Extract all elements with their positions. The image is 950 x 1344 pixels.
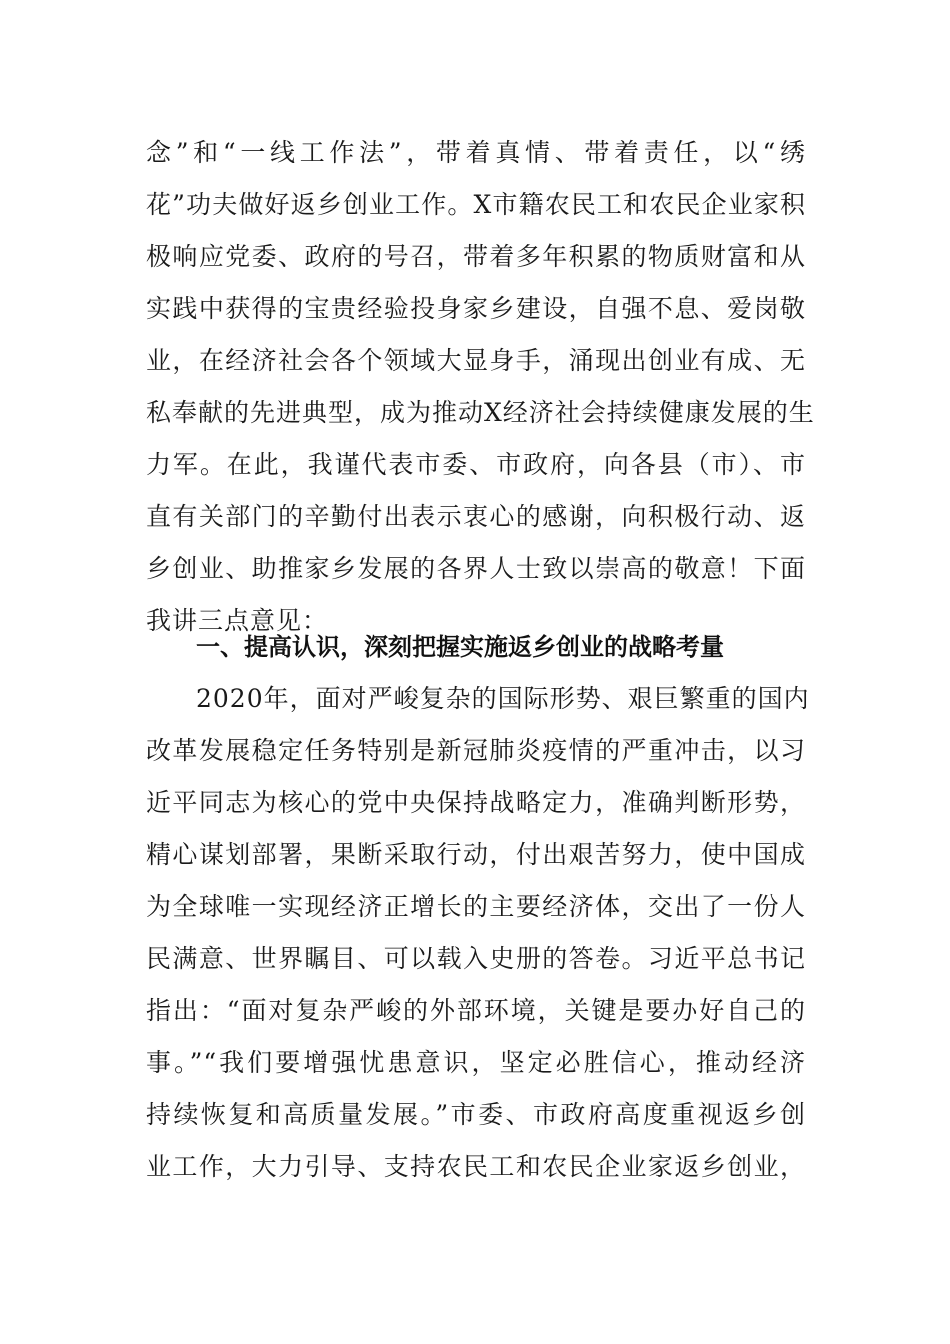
paragraph-line: 近平同志为核心的党中央保持战略定力，准确判断形势， — [146, 788, 806, 817]
paragraph-line: 极响应党委、政府的号召，带着多年积累的物质财富和从 — [146, 242, 806, 271]
paragraph-line: 私奉献的先进典型，成为推动X经济社会持续健康发展的生 — [146, 398, 815, 427]
paragraph-line: 力军。在此，我谨代表市委、市政府，向各县（市）、市 — [146, 450, 806, 479]
paragraph-line: 改革发展稳定任务特别是新冠肺炎疫情的严重冲击，以习 — [146, 736, 806, 765]
paragraph-line: 2020年，面对严峻复杂的国际形势、艰巨繁重的国内 — [196, 684, 810, 713]
paragraph-line: 业，在经济社会各个领域大显身手，涌现出创业有成、无 — [146, 346, 806, 375]
paragraph-line: 民满意、世界瞩目、可以载入史册的答卷。习近平总书记 — [146, 944, 806, 973]
paragraph-line: 我讲三点意见： — [146, 606, 329, 635]
paragraph-line: 实践中获得的宝贵经验投身家乡建设，自强不息、爱岗敬 — [146, 294, 806, 323]
section-heading: 一、提高认识，深刻把握实施返乡创业的战略考量 — [196, 633, 724, 661]
paragraph-line: 持续恢复和高质量发展。”市委、市政府高度重视返乡创 — [146, 1100, 806, 1129]
paragraph-line: 花”功夫做好返乡创业工作。X市籍农民工和农民企业家积 — [146, 190, 806, 219]
paragraph-line: 念”和“一线工作法”，带着真情、带着责任，以“绣 — [146, 138, 806, 167]
paragraph-line: 事。”“我们要增强忧患意识，坚定必胜信心，推动经济 — [146, 1048, 806, 1077]
paragraph-line: 指出：“面对复杂严峻的外部环境，关键是要办好自己的 — [146, 996, 806, 1025]
paragraph-line: 为全球唯一实现经济正增长的主要经济体，交出了一份人 — [146, 892, 806, 921]
paragraph-line: 业工作，大力引导、支持农民工和农民企业家返乡创业， — [146, 1152, 806, 1181]
paragraph-line: 乡创业、助推家乡发展的各界人士致以崇高的敬意！下面 — [146, 554, 806, 583]
paragraph-line: 直有关部门的辛勤付出表示衷心的感谢，向积极行动、返 — [146, 502, 806, 531]
paragraph-line: 精心谋划部署，果断采取行动，付出艰苦努力，使中国成 — [146, 840, 806, 869]
